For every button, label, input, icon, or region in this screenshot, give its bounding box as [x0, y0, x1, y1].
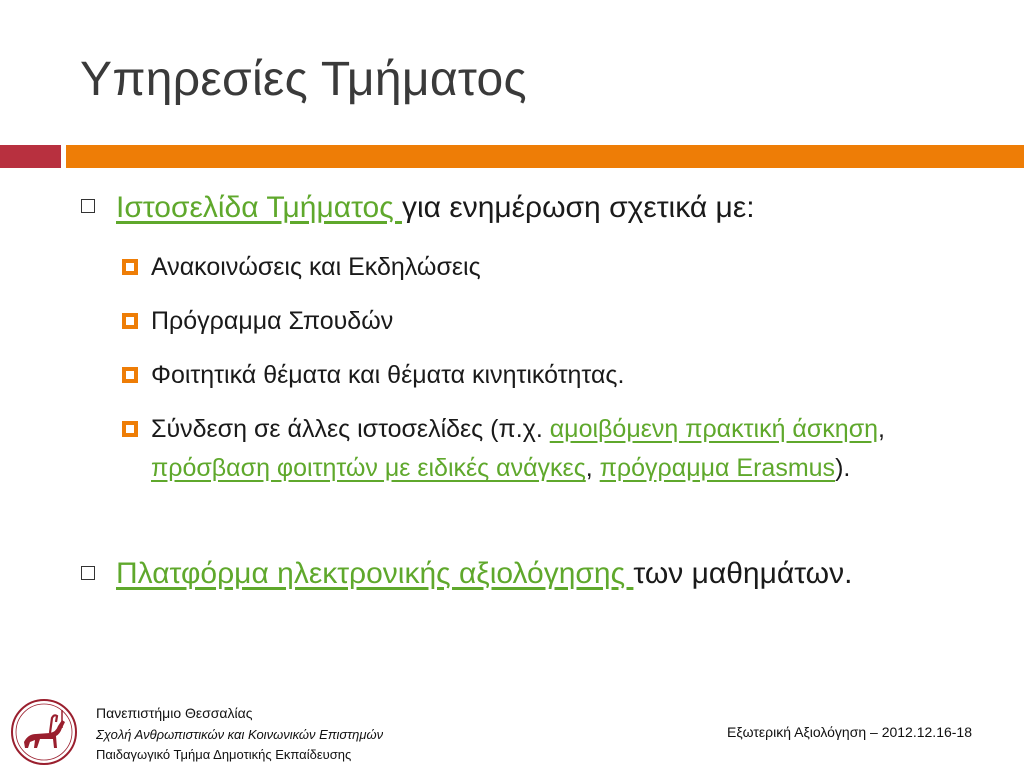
title-accent-red-bar [0, 145, 61, 168]
orange-square-bullet-icon [122, 421, 138, 437]
sub-bullet-text: Σύνδεση σε άλλες ιστοσελίδες (π.χ. [151, 415, 550, 443]
hollow-square-bullet-icon [81, 199, 95, 213]
sub-bullet-student-issues [151, 359, 921, 392]
sub-bullet-text: Φοιτητικά θέματα και θέματα κινητικότητας. [151, 361, 625, 389]
orange-square-bullet-icon [122, 313, 138, 329]
bullet-department-website [116, 188, 996, 228]
sub-bullet-text: Πρόγραμμα Σπουδών [151, 307, 394, 335]
bullet-text: των μαθημάτων. [633, 557, 853, 590]
bullet-evaluation-platform [116, 553, 876, 595]
footer-school: Σχολή Ανθρωπιστικών και Κοινωνικών Επιστημών [96, 727, 384, 742]
separator-text: , [585, 454, 600, 482]
sub-bullet-text: Ανακοινώσεις και Εκδηλώσεις [151, 253, 481, 281]
footer-evaluation-date: Εξωτερική Αξιολόγηση – 2012.12.16-18 [727, 724, 972, 740]
separator-text: , [878, 415, 885, 443]
orange-square-bullet-icon [122, 259, 138, 275]
hollow-square-bullet-icon [81, 566, 95, 580]
erasmus-program-link[interactable]: πρόγραμμα Erasmus [599, 454, 836, 482]
department-website-link[interactable]: Ιστοσελίδα Τμήματος [116, 191, 402, 224]
special-needs-access-link[interactable]: πρόσβαση φοιτητών με ειδικές ανάγκες [151, 454, 586, 482]
paid-internship-link[interactable]: αμοιβόμενη πρακτική άσκηση [549, 415, 879, 443]
university-seal-icon [10, 698, 78, 766]
evaluation-platform-link[interactable]: Πλατφόρμα ηλεκτρονικής αξιολόγησης [116, 557, 634, 590]
orange-square-bullet-icon [122, 367, 138, 383]
title-accent-orange-bar [66, 145, 1024, 168]
closing-text: ). [835, 454, 851, 482]
slide-title: Υπηρεσίες Τμήματος [80, 53, 527, 106]
bullet-text: για ενημέρωση σχετικά με: [401, 191, 755, 224]
sub-bullet-other-sites [151, 410, 921, 488]
sub-bullet-announcements [151, 251, 921, 284]
footer-university: Πανεπιστήμιο Θεσσαλίας [96, 705, 253, 721]
sub-bullet-curriculum [151, 305, 921, 338]
footer-department: Παιδαγωγικό Τμήμα Δημοτικής Εκπαίδευσης [96, 747, 352, 762]
